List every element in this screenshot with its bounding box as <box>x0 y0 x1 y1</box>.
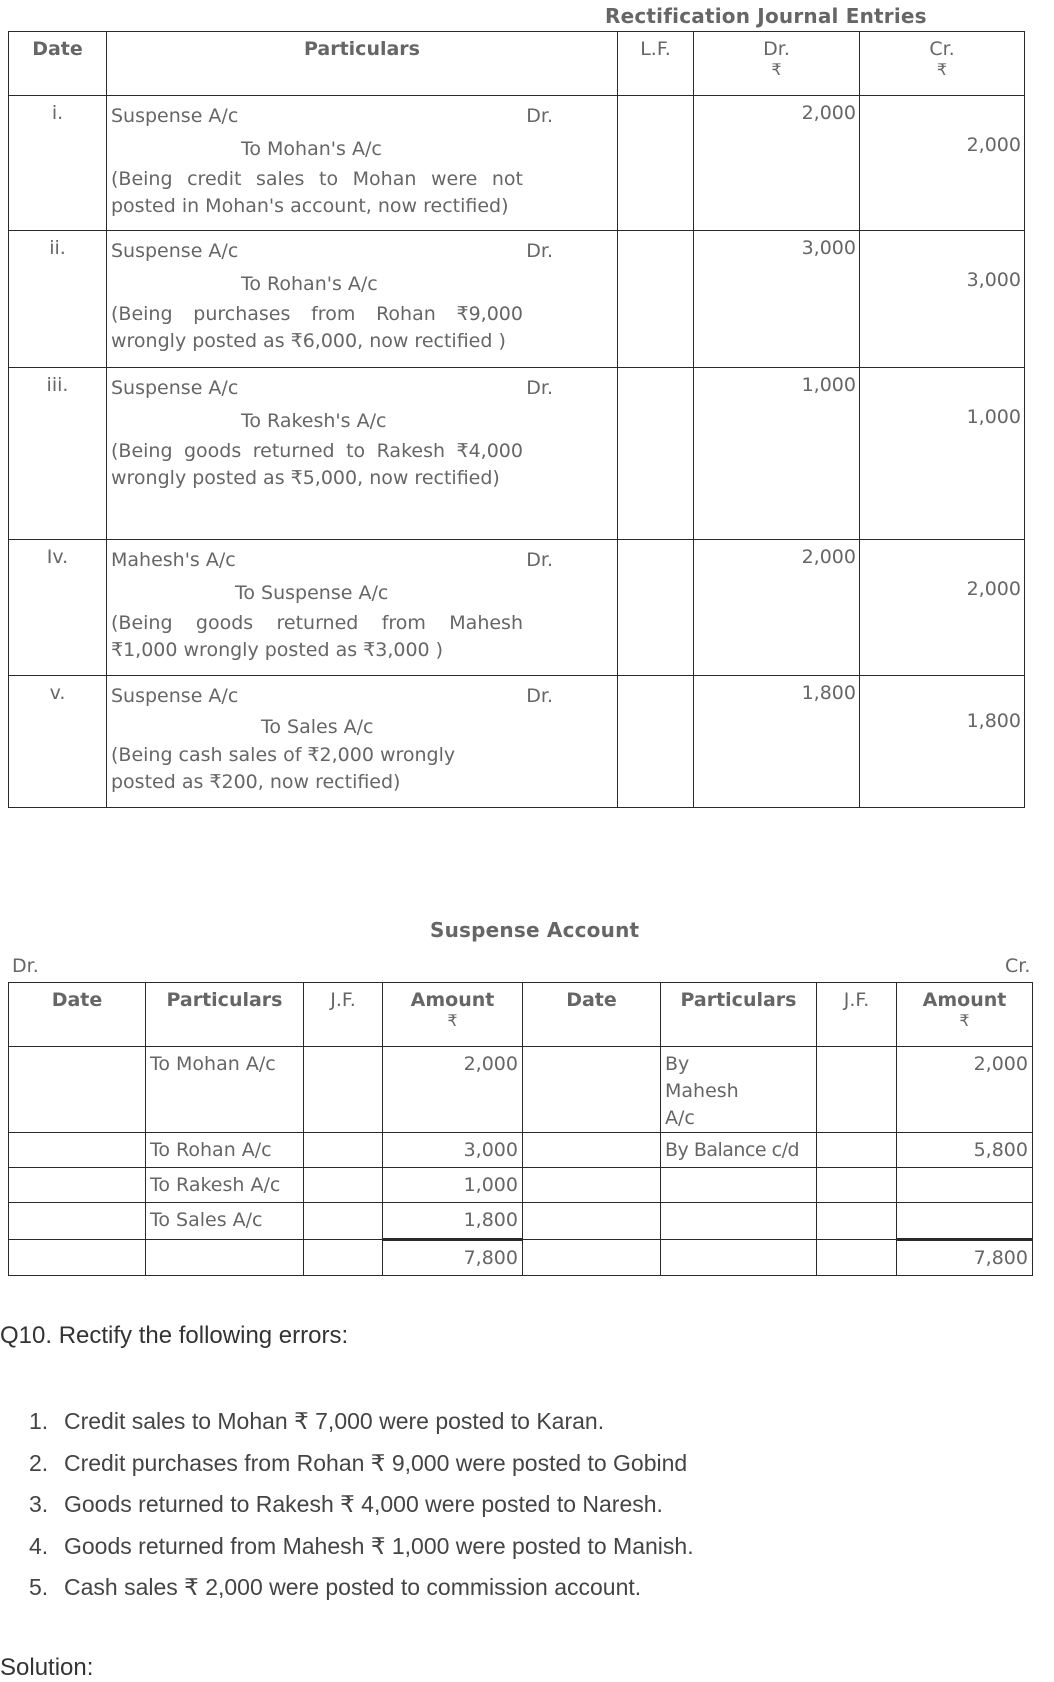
entry-dr-amount: 2,000 <box>694 96 860 231</box>
header-cr-date: Date <box>523 983 661 1047</box>
rupee-icon: ₹ <box>771 60 782 79</box>
header-cr <box>860 32 1025 96</box>
header-dr-amount-label: Amount <box>410 989 495 1011</box>
ledger-total-row <box>9 1240 1033 1276</box>
ledger-row <box>9 1168 1033 1203</box>
list-text: Goods returned to Rakesh ₹ 4,000 were posted to Naresh. <box>64 1491 663 1517</box>
dr-jf <box>304 1133 383 1168</box>
header-dr-particulars: Particulars <box>146 983 304 1047</box>
entry-dr-amount: 1,000 <box>694 368 860 540</box>
empty-cell <box>304 1240 383 1276</box>
entry-particulars <box>107 676 618 808</box>
entry-date: i. <box>9 96 107 231</box>
debit-line <box>111 680 613 712</box>
list-text: Goods returned from Mahesh ₹ 1,000 were posted to Manish. <box>64 1532 694 1559</box>
narration: (Being purchases from Rohan ₹9,000 wrongly posted as ₹6,000, now rectified ) <box>111 303 523 352</box>
dr-particulars: To Sales A/c <box>146 1203 304 1240</box>
narration: (Being cash sales of ₹2,000 wrongly posted as ₹200, now rectified) <box>111 744 456 793</box>
empty-cell <box>9 1240 146 1276</box>
cr-amount: 5,800 <box>897 1133 1033 1168</box>
cr-particulars: By Balance c/d <box>661 1133 817 1168</box>
list-number: 2. <box>29 1449 49 1476</box>
entry-lf <box>618 231 694 368</box>
narration: (Being goods returned from Mahesh ₹1,000 wrongly posted as ₹3,000 ) <box>111 612 523 661</box>
entry-cr-amount: 1,000 <box>860 368 1025 540</box>
cr-jf <box>817 1133 897 1168</box>
debit-line <box>111 235 613 267</box>
cr-date <box>523 1133 661 1168</box>
dr-amount: 1,000 <box>383 1168 523 1203</box>
debit-line <box>111 100 613 132</box>
error-list <box>0 1404 694 1612</box>
debit-account: Suspense A/c <box>111 377 239 399</box>
entry-dr-amount: 1,800 <box>694 676 860 808</box>
entry-lf <box>618 540 694 676</box>
cr-jf <box>817 1168 897 1203</box>
credit-account: To Rakesh's A/c <box>241 410 387 432</box>
debit-account: Mahesh's A/c <box>111 549 236 571</box>
cr-amount <box>897 1203 1033 1240</box>
header-particulars: Particulars <box>107 32 618 96</box>
dr-side-label: Dr. <box>12 955 39 977</box>
entry-cr-amount: 2,000 <box>860 96 1025 231</box>
header-dr <box>694 32 860 96</box>
dr-label: Dr. <box>526 685 553 707</box>
cr-date <box>523 1168 661 1203</box>
list-number: 4. <box>29 1532 49 1559</box>
dr-jf <box>304 1203 383 1240</box>
dr-jf <box>304 1047 383 1133</box>
cr-date <box>523 1047 661 1133</box>
list-item <box>0 1529 694 1571</box>
header-dr-label: Dr. <box>763 38 790 60</box>
cr-side-label: Cr. <box>1005 955 1031 977</box>
entry-date: v. <box>9 676 107 808</box>
empty-cell <box>661 1240 817 1276</box>
solution-label: Solution: <box>0 1654 94 1681</box>
dr-amount: 1,800 <box>383 1203 523 1240</box>
ledger-row <box>9 1047 1033 1133</box>
journal-row <box>9 540 1025 676</box>
entry-cr-amount: 3,000 <box>860 231 1025 368</box>
entry-lf <box>618 676 694 808</box>
cr-date <box>523 1203 661 1240</box>
credit-account: To Mohan's A/c <box>241 138 382 160</box>
suspense-header-row <box>9 983 1033 1047</box>
header-cr-amount <box>897 983 1033 1047</box>
rupee-icon: ₹ <box>447 1011 458 1030</box>
entry-lf <box>618 368 694 540</box>
narration: (Being credit sales to Mohan were not posted in Mohan's account, now rectified) <box>111 168 523 217</box>
dr-date <box>9 1133 146 1168</box>
dr-jf <box>304 1168 383 1203</box>
cr-particulars <box>661 1203 817 1240</box>
dr-label: Dr. <box>526 377 553 399</box>
ledger-row <box>9 1203 1033 1240</box>
dr-particulars: To Rohan A/c <box>146 1133 304 1168</box>
debit-account: Suspense A/c <box>111 685 239 707</box>
dr-date <box>9 1047 146 1133</box>
cr-amount: 2,000 <box>897 1047 1033 1133</box>
journal-header-row <box>9 32 1025 96</box>
entry-dr-amount: 2,000 <box>694 540 860 676</box>
list-number: 5. <box>29 1574 49 1600</box>
debit-account: Suspense A/c <box>111 240 239 262</box>
credit-account: To Suspense A/c <box>235 582 389 604</box>
header-cr-label: Cr. <box>929 38 955 60</box>
dr-date <box>9 1168 146 1203</box>
dr-amount: 2,000 <box>383 1047 523 1133</box>
list-item <box>0 1446 694 1488</box>
cr-amount <box>897 1168 1033 1203</box>
empty-cell <box>523 1240 661 1276</box>
entry-particulars <box>107 368 618 540</box>
list-text: Cash sales ₹ 2,000 were posted to commission account. <box>64 1574 642 1600</box>
list-item <box>0 1487 694 1529</box>
credit-account: To Rohan's A/c <box>241 273 378 295</box>
header-cr-amount-label: Amount <box>922 989 1007 1011</box>
rupee-icon: ₹ <box>936 60 948 79</box>
entry-dr-amount: 3,000 <box>694 231 860 368</box>
journal-row <box>9 231 1025 368</box>
entry-date: iii. <box>9 368 107 540</box>
journal-row <box>9 96 1025 231</box>
dr-total: 7,800 <box>383 1240 523 1276</box>
dr-label: Dr. <box>526 549 553 571</box>
header-cr-particulars: Particulars <box>661 983 817 1047</box>
dr-particulars: To Rakesh A/c <box>146 1168 304 1203</box>
header-dr-date: Date <box>9 983 146 1047</box>
dr-amount: 3,000 <box>383 1133 523 1168</box>
entry-particulars <box>107 540 618 676</box>
entry-lf <box>618 96 694 231</box>
dr-date <box>9 1203 146 1240</box>
list-number: 1. <box>29 1408 49 1434</box>
cr-total: 7,800 <box>897 1240 1033 1276</box>
credit-account: To Sales A/c <box>261 716 374 738</box>
entry-date: ii. <box>9 231 107 368</box>
journal-row <box>9 368 1025 540</box>
ledger-row <box>9 1133 1033 1168</box>
list-item <box>0 1570 694 1612</box>
narration: (Being goods returned to Rakesh ₹4,000 wrongly posted as ₹5,000, now rectified) <box>111 440 523 489</box>
header-dr-amount <box>383 983 523 1047</box>
cr-jf <box>817 1203 897 1240</box>
header-date: Date <box>9 32 107 96</box>
cr-particulars: By Mahesh A/c <box>661 1047 817 1133</box>
list-number: 3. <box>29 1491 49 1517</box>
debit-line <box>111 372 613 404</box>
list-text: Credit sales to Mohan ₹ 7,000 were posted to Karan. <box>64 1408 605 1434</box>
suspense-account-title: Suspense Account <box>430 918 640 942</box>
list-item <box>0 1404 694 1446</box>
journal-title: Rectification Journal Entries <box>605 4 927 28</box>
entry-cr-amount: 1,800 <box>860 676 1025 808</box>
cr-particulars <box>661 1168 817 1203</box>
entry-particulars <box>107 231 618 368</box>
debit-account: Suspense A/c <box>111 105 239 127</box>
question-heading: Q10. Rectify the following errors: <box>0 1322 349 1349</box>
empty-cell <box>146 1240 304 1276</box>
header-cr-jf: J.F. <box>817 983 897 1047</box>
header-dr-jf: J.F. <box>304 983 383 1047</box>
dr-label: Dr. <box>526 240 553 262</box>
entry-cr-amount: 2,000 <box>860 540 1025 676</box>
dr-label: Dr. <box>526 105 553 127</box>
empty-cell <box>817 1240 897 1276</box>
journal-table <box>8 31 1025 808</box>
suspense-account-table <box>8 982 1033 1276</box>
dr-particulars: To Mohan A/c <box>146 1047 304 1133</box>
header-lf: L.F. <box>618 32 694 96</box>
debit-line <box>111 544 613 576</box>
journal-row <box>9 676 1025 808</box>
list-text: Credit purchases from Rohan ₹ 9,000 were posted to Gobind <box>64 1449 688 1476</box>
entry-particulars <box>107 96 618 231</box>
entry-date: Iv. <box>9 540 107 676</box>
rupee-icon: ₹ <box>959 1011 970 1030</box>
cr-jf <box>817 1047 897 1133</box>
